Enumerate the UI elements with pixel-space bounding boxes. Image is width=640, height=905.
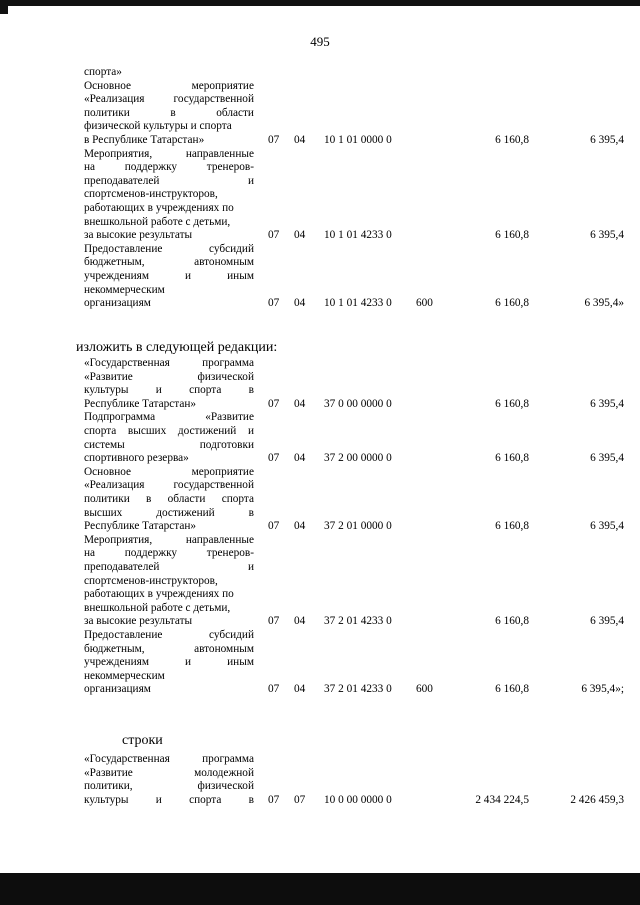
section-code: 07 (268, 229, 280, 242)
section-code: 07 (268, 683, 280, 696)
description-line: организациям (84, 683, 151, 696)
description-line: на поддержку тренеров- (84, 161, 254, 174)
target-article-code: 10 1 01 0000 0 (324, 134, 392, 146)
description-line: бюджетным, автономным (84, 256, 254, 269)
section-code: 07 (268, 297, 280, 310)
subsection-code: 04 (294, 615, 306, 628)
row-description (84, 80, 254, 148)
description-line: внешкольной работе с детьми, (84, 215, 231, 228)
description-line: Республике Татарстан» (84, 397, 197, 410)
amount-year-1: 6 160,8 (495, 520, 529, 533)
section-code: 07 (268, 134, 280, 146)
description-line: Предоставление субсидий (84, 629, 254, 641)
table-row (0, 629, 640, 697)
description-line: Основное мероприятие (84, 465, 254, 478)
description-line: Предоставление субсидий (84, 242, 254, 255)
subsection-code: 04 (294, 452, 306, 465)
target-article-code: 37 2 01 4233 0 (324, 615, 392, 628)
description-line: некоммерческим (84, 283, 165, 296)
description-line: внешкольной работе с детьми, (84, 601, 231, 614)
table-row (0, 753, 640, 807)
row-description (84, 753, 254, 807)
description-line: Подпрограмма «Развитие (84, 411, 254, 424)
expense-type-code: 600 (416, 297, 433, 310)
row-description (84, 534, 254, 629)
section-code: 07 (268, 615, 280, 628)
table-row (0, 66, 640, 80)
table-row (0, 466, 640, 534)
description-line: спортсменов-инструкторов, (84, 188, 218, 201)
description-line: «Развитие физической (84, 370, 254, 383)
row-description (84, 357, 254, 411)
description-line: работающих в учреждениях по (84, 201, 234, 214)
amount-year-1: 6 160,8 (495, 397, 529, 410)
section-code: 07 (268, 397, 280, 410)
amount-year-2: 6 395,4 (590, 397, 624, 410)
row-description (84, 411, 254, 465)
subsection-code: 07 (294, 793, 306, 806)
amount-year-1: 6 160,8 (495, 615, 529, 628)
description-line: политики, физической (84, 780, 254, 793)
target-article-code: 37 2 00 0000 0 (324, 452, 392, 465)
description-line: физической культуры и спорта (84, 120, 232, 133)
section-code: 07 (268, 520, 280, 533)
heading-new-edition: изложить в следующей редакции: (76, 340, 278, 355)
amount-year-2: 6 395,4»; (581, 683, 624, 696)
amount-year-1: 6 160,8 (495, 683, 529, 696)
page-number: 495 (310, 34, 330, 49)
description-line: высших достижений в (84, 506, 254, 519)
row-description (84, 148, 254, 243)
description-line: «Государственная программа (84, 753, 254, 765)
description-line: в Республике Татарстан» (84, 133, 205, 146)
description-line: некоммерческим (84, 669, 165, 682)
description-line: Мероприятия, направленные (84, 533, 254, 546)
scan-edge-left (0, 0, 8, 14)
description-line: за высокие результаты (84, 229, 193, 242)
table-row (0, 80, 640, 148)
description-line: учреждениям и иным (84, 656, 254, 669)
description-line: «Государственная программа (84, 357, 254, 369)
target-article-code: 37 2 01 4233 0 (324, 683, 392, 696)
row-description (84, 66, 254, 80)
description-line: спортивного резерва» (84, 452, 189, 465)
description-line: Основное мероприятие (84, 79, 254, 92)
description-line: спорта высших достижений и (84, 424, 254, 437)
description-line: учреждениям и иным (84, 269, 254, 282)
description-line: «Реализация государственной (84, 93, 254, 106)
description-line: спортсменов-инструкторов, (84, 574, 218, 587)
row-description (84, 243, 254, 311)
table-row (0, 357, 640, 411)
heading-rows: строки (122, 733, 163, 748)
amount-year-1: 6 160,8 (495, 134, 529, 146)
target-article-code: 10 0 00 0000 0 (324, 793, 392, 806)
description-line: преподавателей и (84, 560, 254, 573)
amount-year-2: 6 395,4» (584, 297, 624, 310)
section-code: 07 (268, 793, 280, 806)
amount-year-2: 6 395,4 (590, 452, 624, 465)
row-description (84, 629, 254, 697)
description-line: культуры и спорта в (84, 793, 254, 806)
amount-year-1: 6 160,8 (495, 297, 529, 310)
description-line: Мероприятия, направленные (84, 147, 254, 160)
scan-edge-bottom (0, 873, 640, 905)
description-line: на поддержку тренеров- (84, 547, 254, 560)
subsection-code: 04 (294, 397, 306, 410)
amount-year-2: 6 395,4 (590, 229, 624, 242)
description-line: организациям (84, 297, 151, 310)
table-row (0, 243, 640, 311)
subsection-code: 04 (294, 229, 306, 242)
target-article-code: 10 1 01 4233 0 (324, 297, 392, 310)
scan-edge-top (0, 0, 640, 6)
amount-year-2: 6 395,4 (590, 134, 624, 146)
amount-year-2: 6 395,4 (590, 615, 624, 628)
table-row (0, 411, 640, 465)
description-line: работающих в учреждениях по (84, 588, 234, 601)
description-line: «Реализация государственной (84, 479, 254, 492)
target-article-code: 10 1 01 4233 0 (324, 229, 392, 242)
description-line: Республике Татарстан» (84, 520, 197, 533)
description-line: «Развитие молодежной (84, 766, 254, 779)
description-line: культуры и спорта в (84, 384, 254, 397)
description-line: за высокие результаты (84, 615, 193, 628)
description-line: политики в области спорта (84, 492, 254, 505)
target-article-code: 37 2 01 0000 0 (324, 520, 392, 533)
description-line: бюджетным, автономным (84, 642, 254, 655)
section-code: 07 (268, 452, 280, 465)
subsection-code: 04 (294, 520, 306, 533)
table-row (0, 534, 640, 629)
expense-type-code: 600 (416, 683, 433, 696)
amount-year-1: 2 434 224,5 (475, 793, 529, 806)
subsection-code: 04 (294, 134, 306, 146)
row-description (84, 466, 254, 534)
description-line: преподавателей и (84, 174, 254, 187)
amount-year-2: 6 395,4 (590, 520, 624, 533)
amount-year-1: 6 160,8 (495, 452, 529, 465)
table-row (0, 148, 640, 243)
description-line: спорта» (84, 66, 122, 78)
amount-year-1: 6 160,8 (495, 229, 529, 242)
description-line: системы подготовки (84, 438, 254, 451)
amount-year-2: 2 426 459,3 (570, 793, 624, 806)
subsection-code: 04 (294, 297, 306, 310)
description-line: политики в области (84, 106, 254, 119)
target-article-code: 37 0 00 0000 0 (324, 397, 392, 410)
subsection-code: 04 (294, 683, 306, 696)
